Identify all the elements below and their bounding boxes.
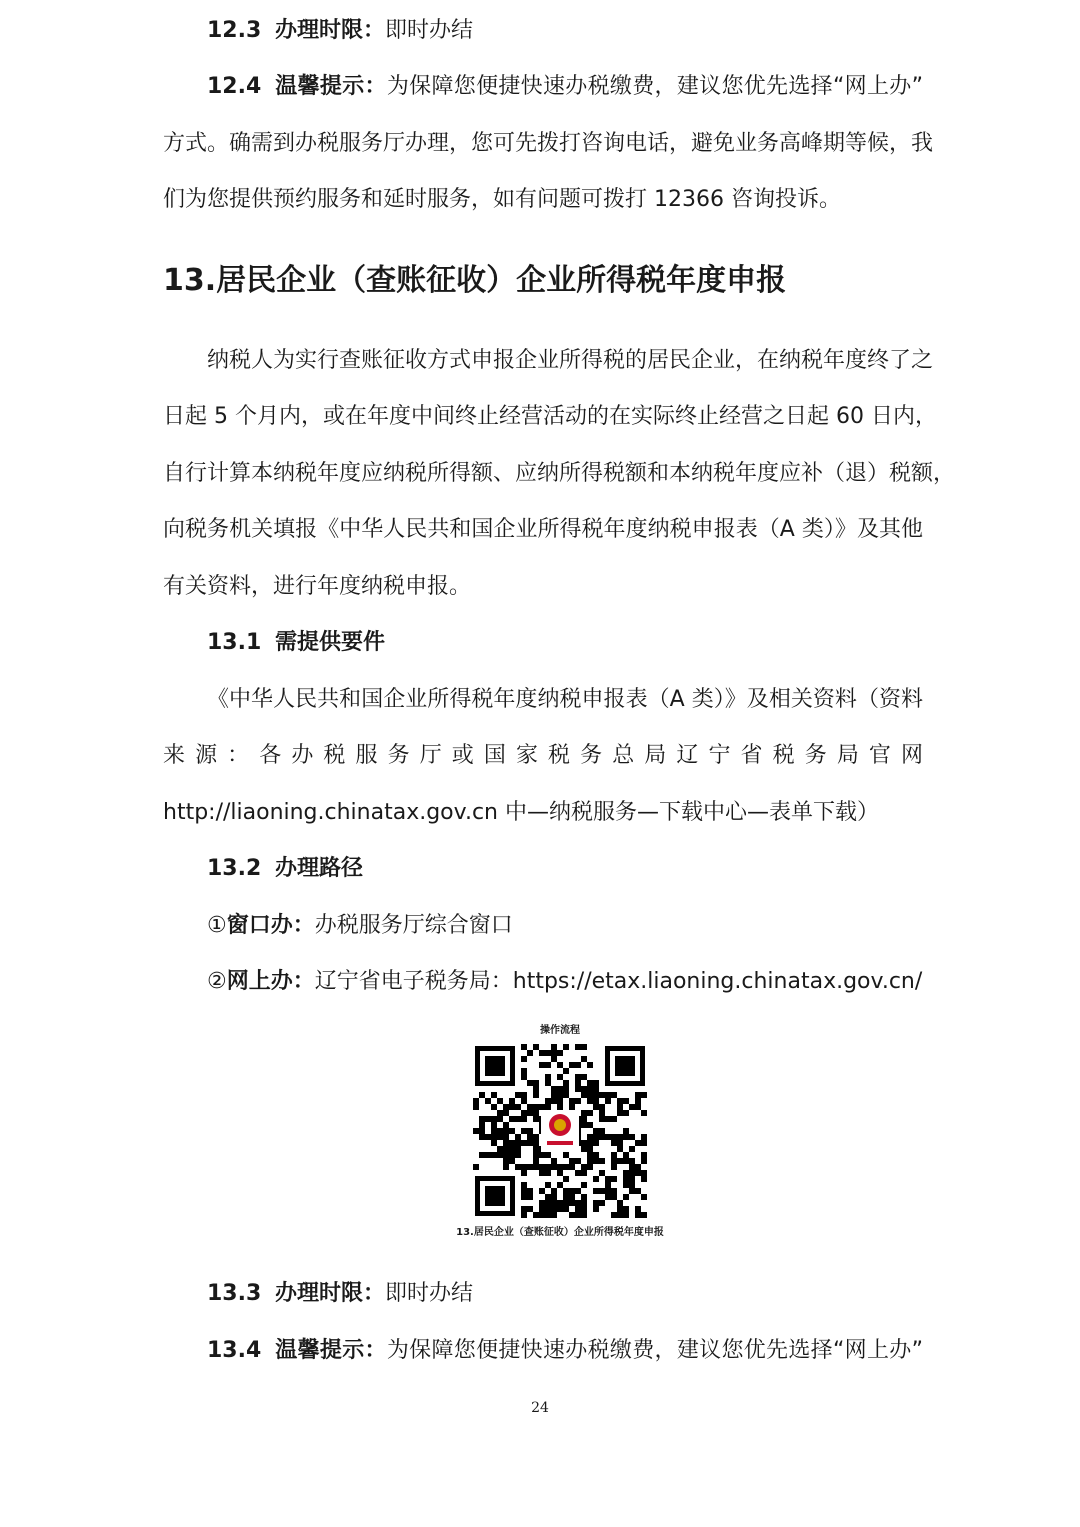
paragraph-line: 方式。确需到办税服务厅办理，您可先拨打咨询电话，避免业务高峰期等候，我 xyxy=(163,131,934,156)
page-number: 24 xyxy=(531,1400,549,1416)
route-online xyxy=(207,967,923,997)
item-text: 即时办结 xyxy=(385,1281,474,1306)
qr-caption: 13.居民企业（查账征收）企业所得税年度申报 xyxy=(456,1227,664,1238)
route-text: 辽宁省电子税务局：https://etax.liaoning.chinatax.gov.cn/ xyxy=(314,969,923,994)
item-number: 13.4 xyxy=(207,1338,262,1363)
route-marker: ① xyxy=(207,913,227,938)
qr-finder-bottom-left xyxy=(475,1176,515,1216)
paragraph-line: 有关资料，进行年度纳税申报。 xyxy=(163,574,472,599)
tax-emblem-icon xyxy=(541,1110,579,1152)
item-text: 为保障您便捷快速办税缴费，建议您优先选择“网上办” xyxy=(386,1338,923,1363)
section-heading: 13.居民企业（查账征收）企业所得税年度申报 xyxy=(163,263,787,298)
item-label: 办理时限： xyxy=(275,18,386,43)
row-12-4 xyxy=(207,72,923,102)
item-label: 办理时限： xyxy=(275,1281,386,1306)
paragraph-line: 向税务机关填报《中华人民共和国企业所得税年度纳税申报表（A 类）》及其他 xyxy=(163,517,923,542)
item-title: 需提供要件 xyxy=(275,630,386,655)
qr-finder-top-right xyxy=(605,1046,645,1086)
item-label: 温馨提示： xyxy=(275,1338,387,1363)
paragraph-line: 们为您提供预约服务和延时服务，如有问题可拨打 12366 咨询投诉。 xyxy=(163,187,841,212)
row-13-4 xyxy=(207,1336,923,1366)
item-number: 13.2 xyxy=(207,856,262,881)
route-marker: ② xyxy=(207,969,227,994)
item-number: 13.3 xyxy=(207,1281,262,1306)
qr-block xyxy=(440,1024,680,1239)
route-window xyxy=(207,911,923,941)
paragraph-line: 自行计算本纳税年度应纳税所得额、应纳所得税额和本纳税年度应补（退）税额， xyxy=(163,461,956,486)
paragraph-line: 纳税人为实行查账征收方式申报企业所得税的居民企业，在纳税年度终了之 xyxy=(207,348,934,373)
route-label: 网上办： xyxy=(226,969,315,994)
qr-code[interactable] xyxy=(471,1042,649,1220)
paragraph-line: 来源：各办税服务厅或国家税务总局辽宁省税务局官网 xyxy=(163,743,923,768)
item-text: 为保障您便捷快速办税缴费，建议您优先选择“网上办” xyxy=(386,74,923,99)
row-13-2 xyxy=(207,854,923,884)
row-12-3 xyxy=(207,16,923,46)
item-number: 13.1 xyxy=(207,630,262,655)
qr-title: 操作流程 xyxy=(540,1025,580,1036)
qr-finder-top-left xyxy=(475,1046,515,1086)
route-text: 办税服务厅综合窗口 xyxy=(314,913,513,938)
row-13-3 xyxy=(207,1279,923,1309)
row-13-1 xyxy=(207,628,923,658)
item-title: 办理路径 xyxy=(275,856,364,881)
item-label: 温馨提示： xyxy=(275,74,387,99)
item-text: 即时办结 xyxy=(385,18,474,43)
item-number: 12.3 xyxy=(207,18,262,43)
paragraph-line: http://liaoning.chinatax.gov.cn 中—纳税服务—下载中心—表单下载） xyxy=(163,800,879,825)
item-number: 12.4 xyxy=(207,74,262,99)
paragraph-line: 日起 5 个月内，或在年度中间终止经营活动的在实际终止经营之日起 60 日内， xyxy=(163,404,937,429)
route-label: 窗口办： xyxy=(226,913,315,938)
paragraph-line: 《中华人民共和国企业所得税年度纳税申报表（A 类）》及相关资料（资料 xyxy=(207,687,923,712)
